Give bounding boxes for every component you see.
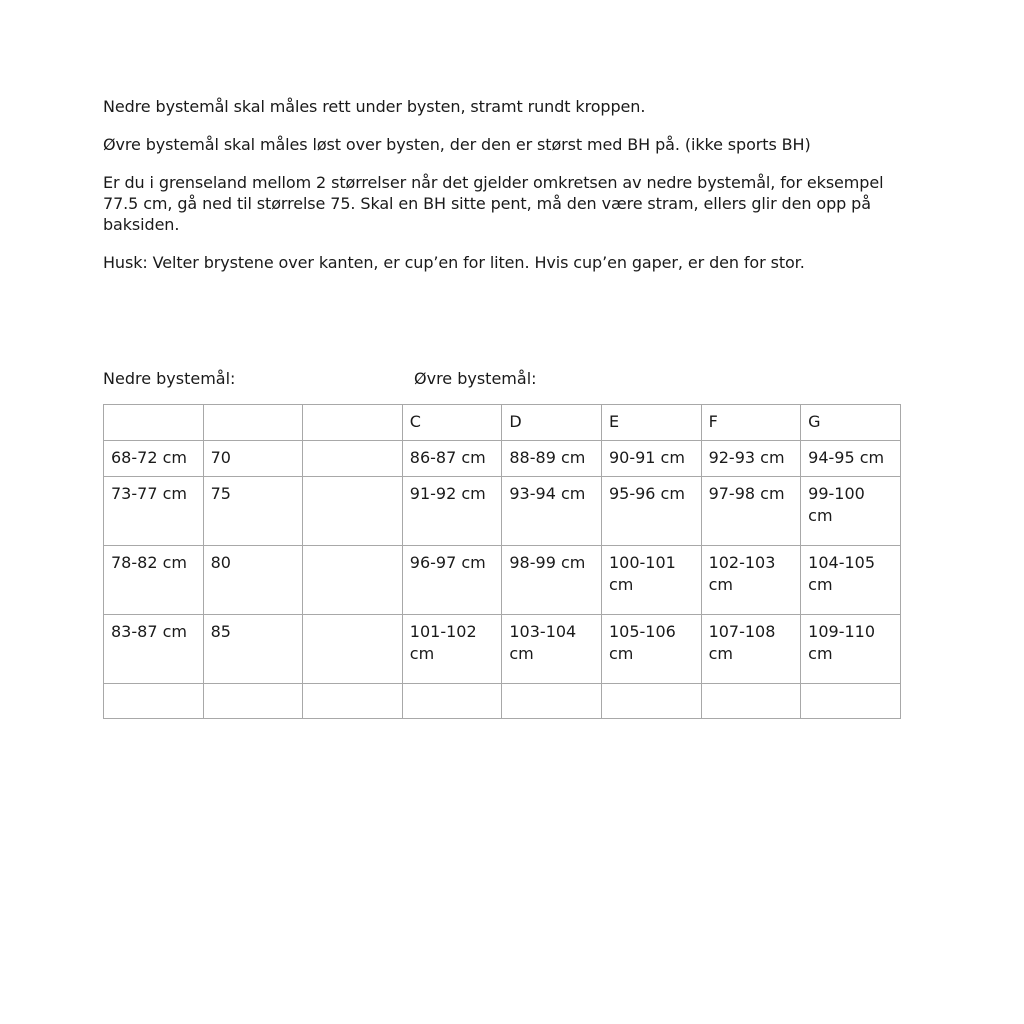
overbust-range: 104-105 cm: [801, 546, 901, 615]
table-row-empty: [104, 684, 901, 719]
underbust-range: 73-77 cm: [104, 477, 204, 546]
overbust-range: 105-106 cm: [601, 615, 701, 684]
overbust-range: 107-108 cm: [701, 615, 801, 684]
intro-text: [103, 96, 903, 290]
overbust-range: 95-96 cm: [601, 477, 701, 546]
table-cell: [502, 684, 602, 719]
table-cell: [701, 684, 801, 719]
cup-header-g: G: [801, 405, 901, 441]
overbust-range: 93-94 cm: [502, 477, 602, 546]
band-size: 70: [203, 441, 303, 477]
cup-header-f: F: [701, 405, 801, 441]
overbust-range: 91-92 cm: [402, 477, 502, 546]
table-cell: [402, 684, 502, 719]
table-cell: [801, 684, 901, 719]
overbust-range: 102-103 cm: [701, 546, 801, 615]
size-table: [103, 404, 901, 719]
overbust-range: 101-102 cm: [402, 615, 502, 684]
table-row: [104, 615, 901, 684]
overbust-range: 88-89 cm: [502, 441, 602, 477]
cup-header-d: D: [502, 405, 602, 441]
table-cell: [601, 684, 701, 719]
cup-header-e: E: [601, 405, 701, 441]
overbust-range: 90-91 cm: [601, 441, 701, 477]
overbust-range: 109-110 cm: [801, 615, 901, 684]
table-cell: [303, 615, 403, 684]
band-size: 80: [203, 546, 303, 615]
table-header-row: [104, 405, 901, 441]
lower-bust-label: Nedre bystemål:: [103, 369, 236, 388]
table-row: [104, 441, 901, 477]
overbust-range: 99-100 cm: [801, 477, 901, 546]
table-row: [104, 477, 901, 546]
table-cell: [303, 477, 403, 546]
table-cell: [303, 441, 403, 477]
table-cell: [104, 405, 204, 441]
table-cell: [203, 684, 303, 719]
table-row: [104, 546, 901, 615]
overbust-range: 97-98 cm: [701, 477, 801, 546]
table-cell: [104, 684, 204, 719]
table-cell: [303, 405, 403, 441]
underbust-range: 68-72 cm: [104, 441, 204, 477]
upper-bust-label: Øvre bystemål:: [414, 369, 537, 388]
intro-paragraph-borderline: Er du i grenseland mellom 2 størrelser når det gjelder omkretsen av nedre bystemål, for eksempel 77.5 cm, gå ned til størrelse 75. Skal en BH sitte pent, må den være stram, ellers glir den opp på baksiden.: [103, 173, 884, 234]
table-cell: [303, 546, 403, 615]
intro-paragraph-upper-measure: Øvre bystemål skal måles løst over bysten, der den er størst med BH på. (ikke sports BH): [103, 135, 811, 154]
underbust-range: 83-87 cm: [104, 615, 204, 684]
intro-paragraph-lower-measure: Nedre bystemål skal måles rett under bysten, stramt rundt kroppen.: [103, 97, 646, 116]
overbust-range: 103-104 cm: [502, 615, 602, 684]
overbust-range: 96-97 cm: [402, 546, 502, 615]
overbust-range: 100-101 cm: [601, 546, 701, 615]
overbust-range: 92-93 cm: [701, 441, 801, 477]
cup-header-c: C: [402, 405, 502, 441]
underbust-range: 78-82 cm: [104, 546, 204, 615]
band-size: 75: [203, 477, 303, 546]
intro-paragraph-remember: Husk: Velter brystene over kanten, er cup’en for liten. Hvis cup’en gaper, er den for stor.: [103, 253, 805, 272]
overbust-range: 86-87 cm: [402, 441, 502, 477]
overbust-range: 98-99 cm: [502, 546, 602, 615]
band-size: 85: [203, 615, 303, 684]
overbust-range: 94-95 cm: [801, 441, 901, 477]
table-cell: [203, 405, 303, 441]
table-cell: [303, 684, 403, 719]
